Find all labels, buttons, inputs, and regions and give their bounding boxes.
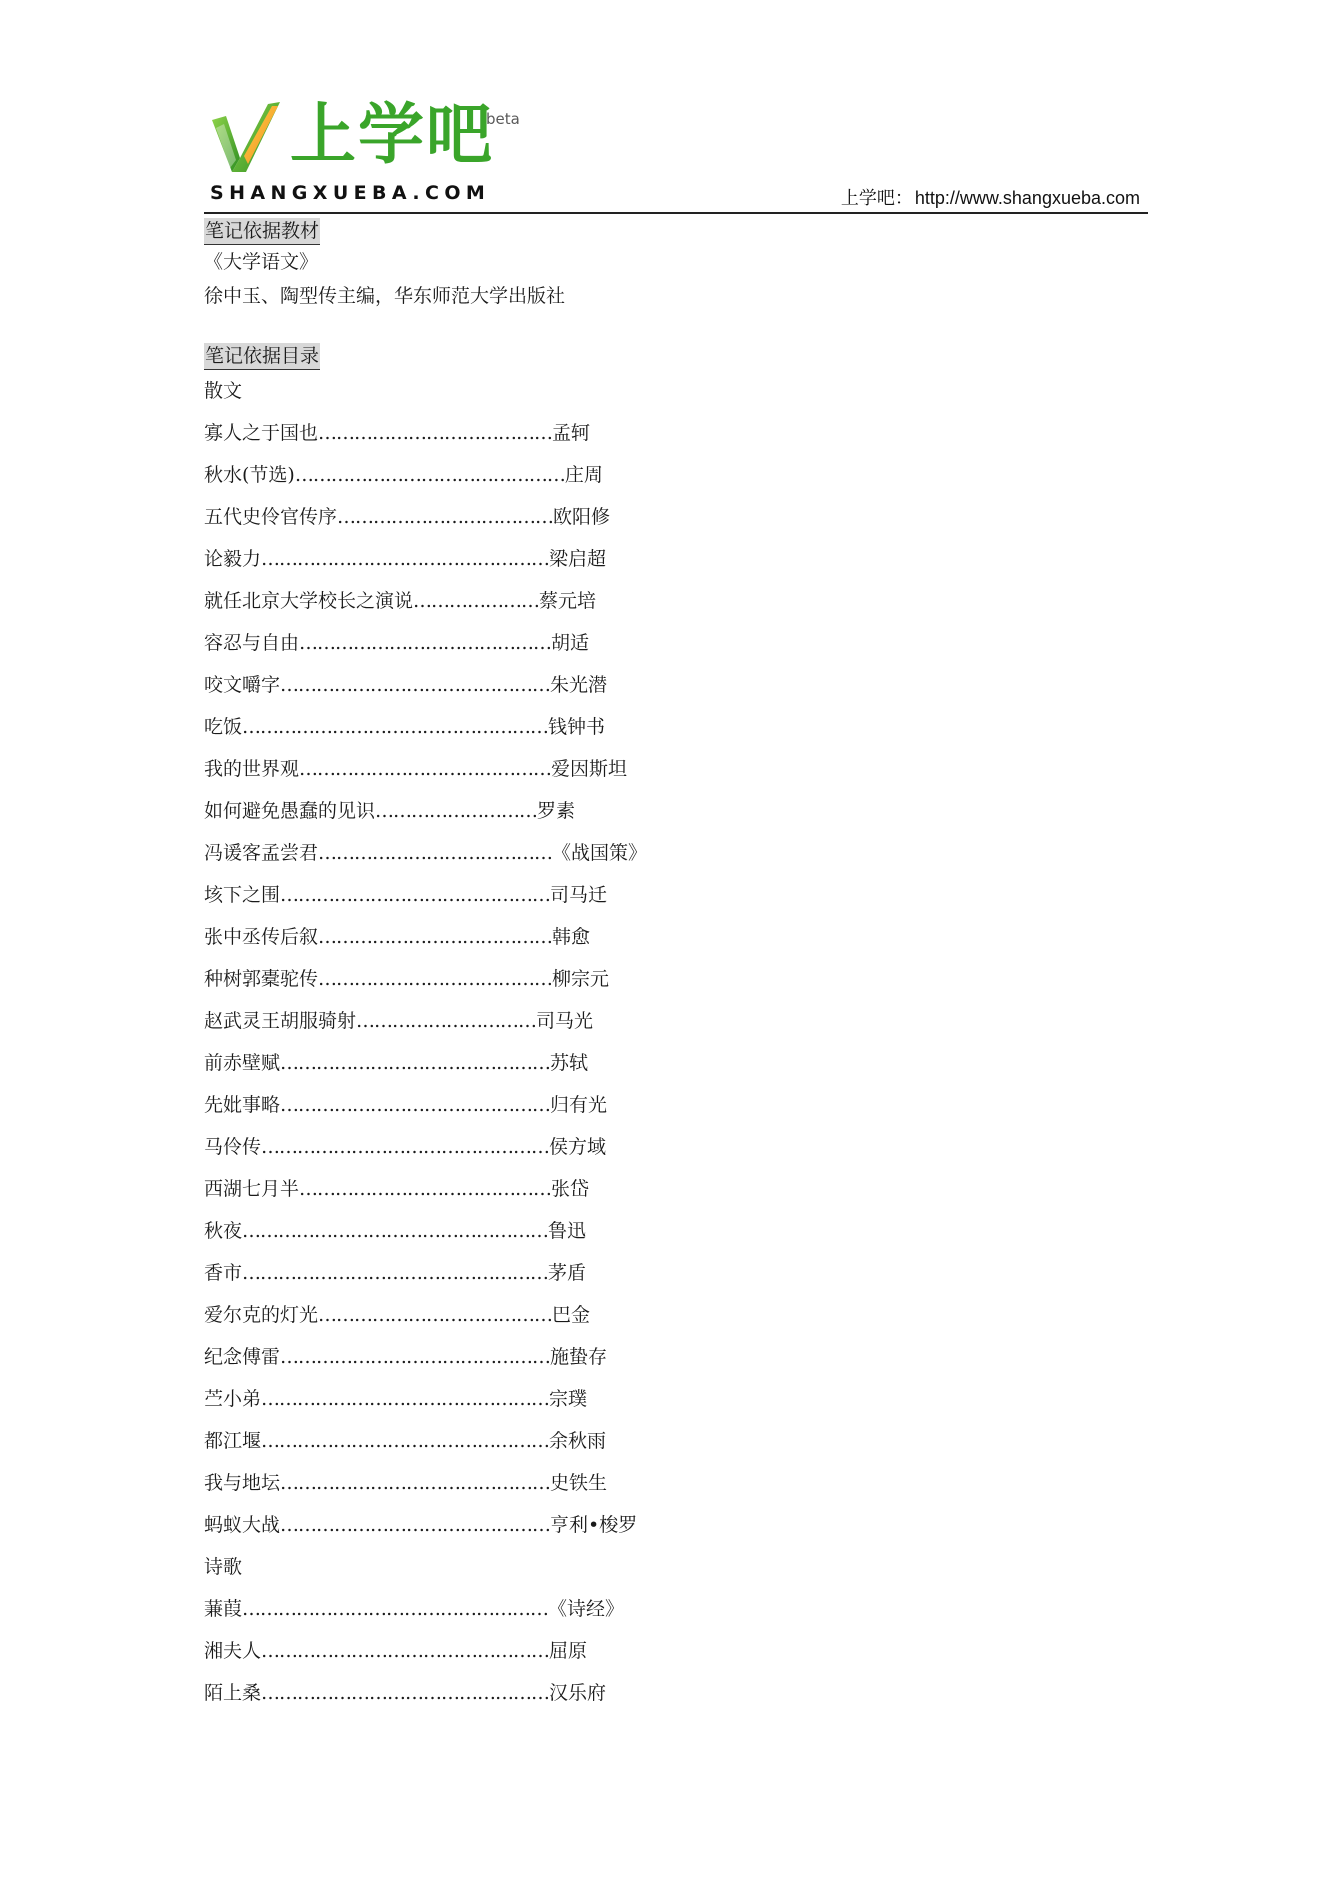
toc-entry — [204, 1126, 1004, 1168]
toc-entry-author: 韩愈 — [552, 926, 591, 948]
toc-entry-author: 爱因斯坦 — [551, 758, 628, 780]
toc-entry-author: 巴金 — [552, 1304, 591, 1326]
toc-entry-title: 秋水(节选) — [204, 464, 295, 486]
toc-entry — [204, 1588, 1004, 1630]
toc-entry — [204, 538, 1004, 580]
toc-entry-dots: ……………………………… — [337, 506, 554, 528]
toc-entry-author: 施蛰存 — [550, 1346, 608, 1368]
toc-category: 散文 — [204, 380, 243, 402]
toc-entry-author: 史铁生 — [550, 1472, 608, 1494]
toc-entry-dots: …………………………………… — [299, 758, 552, 780]
toc-entry-author: 鲁迅 — [548, 1220, 587, 1242]
toc-entry — [204, 958, 1004, 1000]
toc-entry-title: 爱尔克的灯光 — [204, 1304, 319, 1326]
toc-entry-dots: ………………………………… — [318, 422, 553, 444]
toc-entry — [204, 748, 1004, 790]
toc-entry-title: 蚂蚁大战 — [204, 1514, 281, 1536]
toc-entry-dots: ……………………………………… — [280, 1346, 551, 1368]
toc-entry-author: 朱光潜 — [550, 674, 608, 696]
toc-entry-dots: ………………………………………… — [261, 1430, 550, 1452]
toc-entry-dots: ……………………………………… — [280, 1094, 551, 1116]
toc-entry — [204, 1672, 1004, 1714]
site-url-line — [841, 184, 1140, 210]
toc-entry-dots: ………………………………………… — [261, 548, 550, 570]
catalog-heading: 笔记依据目录 — [204, 343, 320, 370]
toc-entry-author: 汉乐府 — [549, 1682, 607, 1704]
toc-entry — [204, 916, 1004, 958]
toc-entry-dots: ………………………… — [356, 1010, 537, 1032]
toc-entry-author: 《战国策》 — [552, 842, 648, 864]
toc-entry-dots: ……………………… — [375, 800, 538, 822]
toc-entry-title: 就任北京大学校长之演说 — [204, 590, 414, 612]
toc-entry-title: 都江堰 — [204, 1430, 262, 1452]
toc-entry-author: 司马光 — [536, 1010, 594, 1032]
toc-entry-title: 寡人之于国也 — [204, 422, 319, 444]
toc-entry-dots: …………………………………………… — [242, 1598, 549, 1620]
toc-entry-title: 西湖七月半 — [204, 1178, 300, 1200]
toc-entry — [204, 832, 1004, 874]
logo-beta-badge: beta — [486, 110, 520, 128]
toc-entry — [204, 1336, 1004, 1378]
toc-entry-author: 张岱 — [551, 1178, 590, 1200]
toc-entry-author: 宗璞 — [549, 1388, 588, 1410]
toc-entry — [204, 706, 1004, 748]
toc-entry-dots: ……………………………………… — [280, 1472, 551, 1494]
toc-entry-title: 前赤壁赋 — [204, 1052, 281, 1074]
toc-entry-dots: ………………… — [413, 590, 540, 612]
toc-entry-title: 我的世界观 — [204, 758, 300, 780]
toc-entry — [204, 1042, 1004, 1084]
toc-entry-dots: ………………………………… — [318, 968, 553, 990]
toc-entry-dots: ………………………………… — [318, 842, 553, 864]
toc-entry-title: 冯谖客孟尝君 — [204, 842, 319, 864]
toc-entry-title: 五代史伶官传序 — [204, 506, 338, 528]
toc-category: 诗歌 — [204, 1556, 243, 1578]
document-body — [204, 218, 1004, 1714]
toc-entry — [204, 1462, 1004, 1504]
site-label: 上学吧： — [840, 188, 913, 208]
toc-entry-dots: ………………………………… — [318, 1304, 553, 1326]
page-header — [204, 92, 1148, 216]
toc-entry-author: 《诗经》 — [548, 1598, 625, 1620]
header-divider — [204, 212, 1148, 214]
table-of-contents — [204, 370, 1004, 1714]
toc-entry — [204, 1630, 1004, 1672]
toc-entry — [204, 1294, 1004, 1336]
toc-entry-author: 归有光 — [550, 1094, 608, 1116]
logo-domain: SHANGXUEBA.COM — [210, 182, 491, 204]
toc-entry-dots: ……………………………………… — [280, 674, 551, 696]
toc-entry-title: 马伶传 — [204, 1136, 262, 1158]
toc-entry-dots: …………………………………………… — [242, 1220, 549, 1242]
toc-entry — [204, 1084, 1004, 1126]
toc-entry — [204, 874, 1004, 916]
toc-entry-author: 亨利•梭罗 — [550, 1514, 638, 1536]
toc-entry-title: 蒹葭 — [204, 1598, 243, 1620]
toc-entry-title: 垓下之围 — [204, 884, 281, 906]
toc-entry-title: 如何避免愚蠢的见识 — [204, 800, 376, 822]
toc-entry-author: 欧阳修 — [553, 506, 611, 528]
toc-entry — [204, 454, 1004, 496]
toc-entry-title: 吃饭 — [204, 716, 243, 738]
toc-entry-dots: …………………………………… — [299, 1178, 552, 1200]
textbook-title: 《大学语文》 — [204, 251, 319, 273]
toc-entry-title: 赵武灵王胡服骑射 — [204, 1010, 357, 1032]
toc-entry-dots: ……………………………………… — [280, 884, 551, 906]
toc-entry-dots: ………………………………………… — [261, 1682, 550, 1704]
toc-entry — [204, 1504, 1004, 1546]
textbook-heading: 笔记依据教材 — [204, 218, 320, 245]
site-logo[interactable] — [204, 92, 544, 212]
toc-entry-title: 纪念傅雷 — [204, 1346, 281, 1368]
toc-entry-author: 茅盾 — [548, 1262, 587, 1284]
toc-entry-title: 我与地坛 — [204, 1472, 281, 1494]
site-url-link[interactable]: http://www.shangxueba.com — [914, 188, 1140, 208]
toc-entry-author: 柳宗元 — [552, 968, 610, 990]
toc-entry-title: 苎小弟 — [204, 1388, 262, 1410]
toc-entry — [204, 1420, 1004, 1462]
toc-entry-author: 苏轼 — [550, 1052, 589, 1074]
toc-entry-title: 种树郭橐驼传 — [204, 968, 319, 990]
toc-entry-author: 余秋雨 — [549, 1430, 607, 1452]
toc-entry-title: 陌上桑 — [204, 1682, 262, 1704]
leaf-logo-icon — [206, 98, 288, 180]
toc-entry — [204, 1168, 1004, 1210]
toc-entry — [204, 412, 1004, 454]
toc-entry-author: 梁启超 — [549, 548, 607, 570]
toc-entry-title: 香市 — [204, 1262, 243, 1284]
logo-wordmark: 上学吧 — [290, 96, 494, 173]
toc-entry-author: 孟轲 — [552, 422, 591, 444]
toc-entry-title: 咬文嚼字 — [204, 674, 281, 696]
toc-entry-dots: ………………………………………… — [261, 1136, 550, 1158]
toc-entry-author: 胡适 — [551, 632, 590, 654]
toc-entry-dots: ………………………………………… — [261, 1388, 550, 1410]
toc-entry-author: 钱钟书 — [548, 716, 606, 738]
toc-entry — [204, 580, 1004, 622]
toc-entry-title: 论毅力 — [204, 548, 262, 570]
toc-entry — [204, 496, 1004, 538]
textbook-details: 徐中玉、陶型传主编，华东师范大学出版社 — [204, 285, 566, 307]
section-spacer — [204, 313, 1004, 343]
toc-entry-title: 容忍与自由 — [204, 632, 300, 654]
toc-entry — [204, 622, 1004, 664]
toc-entry-dots: ………………………………… — [318, 926, 553, 948]
toc-entry-dots: ………………………………………… — [261, 1640, 550, 1662]
toc-entry — [204, 1252, 1004, 1294]
toc-entry-dots: …………………………………………… — [242, 716, 549, 738]
toc-entry-author: 罗素 — [537, 800, 576, 822]
toc-entry — [204, 1210, 1004, 1252]
toc-entry-title: 先妣事略 — [204, 1094, 281, 1116]
toc-entry-author: 蔡元培 — [539, 590, 597, 612]
toc-entry-dots: ……………………………………… — [280, 1052, 551, 1074]
toc-entry-author: 屈原 — [549, 1640, 588, 1662]
toc-entry-author: 侯方域 — [549, 1136, 607, 1158]
toc-entry-dots: …………………………………… — [299, 632, 552, 654]
toc-entry-dots: ……………………………………… — [294, 464, 565, 486]
toc-entry-author: 庄周 — [564, 464, 603, 486]
toc-entry-author: 司马迁 — [550, 884, 608, 906]
toc-entry — [204, 1000, 1004, 1042]
toc-entry — [204, 1378, 1004, 1420]
toc-entry — [204, 664, 1004, 706]
toc-entry-title: 张中丞传后叙 — [204, 926, 319, 948]
toc-entry-dots: …………………………………………… — [242, 1262, 549, 1284]
toc-entry-title: 湘夫人 — [204, 1640, 262, 1662]
toc-entry-title: 秋夜 — [204, 1220, 243, 1242]
toc-entry-dots: ……………………………………… — [280, 1514, 551, 1536]
toc-entry — [204, 790, 1004, 832]
